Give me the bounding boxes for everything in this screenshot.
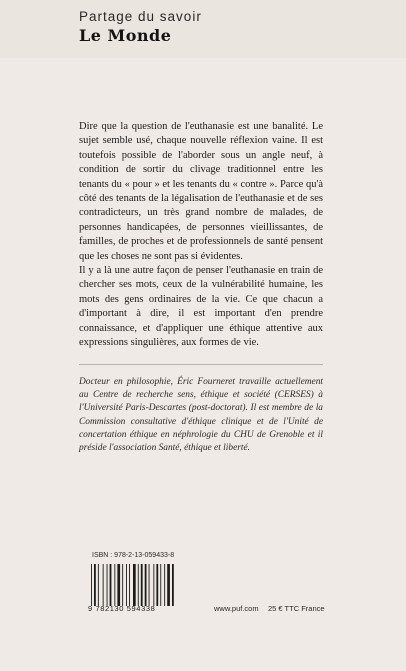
blurb-paragraph-2: Il y a là une autre façon de penser l'euthanasie en train de chercher ses mots, ceux de la vulnérabilité humaine, les mots des gens ordinaires de la vie. Ce que chacun a d'important à dire, il est important d'en prendre connaissance, et d'appliquer une éthique attentive aux expressions singulières, aux formes de vie.	[79, 265, 323, 349]
series-title: Partage du savoir	[79, 9, 202, 24]
publisher-logo: Le Monde	[79, 26, 172, 45]
barcode-icon	[90, 564, 176, 608]
back-cover-blurb	[79, 120, 323, 351]
publisher-website: www.puf.com	[214, 604, 259, 613]
isbn-label: ISBN : 978-2-13-059433-8	[92, 552, 175, 559]
cover-header-band	[0, 0, 406, 58]
barcode-digits: 9 782130 594338	[88, 604, 156, 613]
author-bio: Docteur en philosophie, Éric Fourneret travaille actuellement au Centre de recherche sens, éthique et société (CERSES) à l'Université Paris-Descartes (post-doctorat). Il est membre de la Commission consultative d'éthique clinique et de l'Unité de concertation éthique en néphrologie du CHU de Grenoble et il préside l'association Santé, éthique et liberté.	[79, 377, 323, 454]
section-divider	[79, 364, 323, 365]
price-label: 25 € TTC France	[268, 604, 325, 613]
blurb-paragraph-1: Dire que la question de l'euthanasie est une banalité. Le sujet semble usé, chaque nouvelle réflexion vaine. Il est toutefois possible de l'aborder sous un angle neuf, à condition de sortir du clivage traditionnel entre les tenants du « pour » et les tenants du « contre ». Parce qu'à côté des tenants de la légalisation de l'euthanasie et de ses contradicteurs, un très grand nombre de malades, de personnes handicapées, de personnes vieillissantes, de familles, de proches et de professionnels de santé pensent que les choses ne sont pas si évidentes.	[79, 121, 323, 262]
